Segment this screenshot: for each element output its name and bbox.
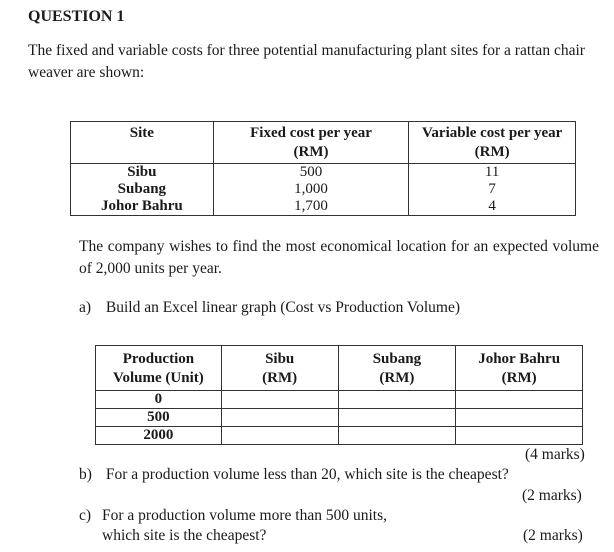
variable-cost-header: Variable cost per year (RM) xyxy=(409,122,576,164)
johor-bahru-cost-cell xyxy=(456,391,583,409)
question-title: QUESTION 1 xyxy=(28,8,125,25)
fixed-cost-header: Fixed cost per year (RM) xyxy=(213,122,409,164)
part-c-label: c) xyxy=(79,507,92,524)
site-cell: Johor Bahru xyxy=(71,198,214,216)
table-row xyxy=(71,164,576,182)
site-cell: Subang xyxy=(71,181,214,198)
johor-bahru-cost-cell xyxy=(456,409,583,427)
subang-cost-cell xyxy=(338,391,456,409)
johor-bahru-header: Johor Bahru (RM) xyxy=(456,346,583,391)
part-c-line2: which site is the cheapest? xyxy=(102,527,267,544)
table-row xyxy=(71,198,576,216)
sibu-cost-cell xyxy=(221,427,338,445)
fixed-cost-cell: 1,000 xyxy=(213,181,409,198)
table-row xyxy=(96,427,583,445)
part-b-label: b) xyxy=(79,466,92,483)
volume-cell: 2000 xyxy=(96,427,222,445)
volume-table xyxy=(95,345,583,445)
variable-cost-cell: 7 xyxy=(409,181,576,198)
part-b-text: For a production volume less than 20, which site is the cheapest? xyxy=(105,466,509,483)
volume-cell: 0 xyxy=(96,391,222,409)
sibu-cost-cell xyxy=(221,409,338,427)
table-row xyxy=(96,409,583,427)
part-c-marks: (2 marks) xyxy=(523,527,583,544)
cost-table-header xyxy=(71,122,576,164)
part-b-marks: (2 marks) xyxy=(522,487,582,504)
johor-bahru-cost-cell xyxy=(456,427,583,445)
volume-cell: 500 xyxy=(96,409,222,427)
table-row xyxy=(96,391,583,409)
subang-cost-cell xyxy=(338,409,456,427)
volume-table-header xyxy=(96,346,583,391)
part-c-line1: For a production volume more than 500 units, xyxy=(102,507,387,524)
site-cell: Sibu xyxy=(71,164,214,182)
cost-table xyxy=(70,121,576,216)
intro-paragraph: The fixed and variable costs for three potential manufacturing plant sites for a rattan chair weaver are shown: xyxy=(28,42,585,81)
part-a xyxy=(79,299,460,317)
part-a-text: Build an Excel linear graph (Cost vs Production Volume) xyxy=(105,299,461,316)
fixed-cost-cell: 1,700 xyxy=(213,198,409,216)
part-a-label: a) xyxy=(79,299,92,316)
subang-cost-cell xyxy=(338,427,456,445)
paragraph-economical-location: The company wishes to find the most economical location for an expected volume of 2,000 units per year. xyxy=(79,238,599,277)
production-volume-header: Production Volume (Unit) xyxy=(96,346,222,391)
part-a-marks: (4 marks) xyxy=(525,446,585,463)
subang-header: Subang (RM) xyxy=(338,346,456,391)
part-b xyxy=(79,466,509,484)
site-header: Site xyxy=(71,122,214,164)
sibu-header: Sibu (RM) xyxy=(221,346,338,391)
fixed-cost-cell: 500 xyxy=(213,164,409,182)
sibu-cost-cell xyxy=(221,391,338,409)
variable-cost-cell: 4 xyxy=(409,198,576,216)
part-c xyxy=(79,506,439,546)
variable-cost-cell: 11 xyxy=(409,164,576,182)
table-row xyxy=(71,181,576,198)
